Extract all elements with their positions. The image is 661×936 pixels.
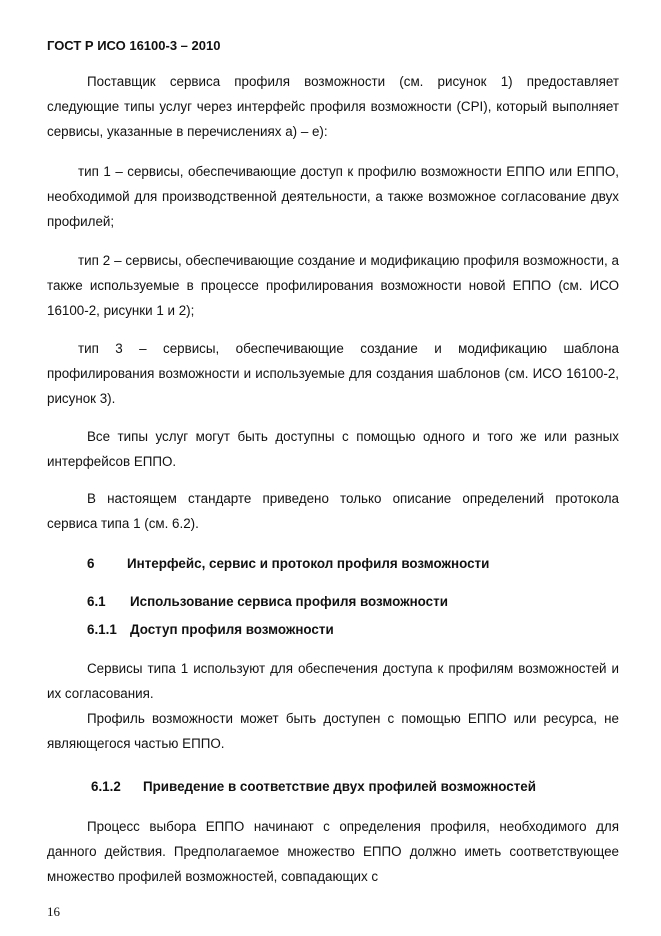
paragraph-type-1-text: тип 1 – сервисы, обеспечивающие доступ к профилю возможности ЕППО или ЕППО, необходимой для производственной деятельности, а также возможное согласование двух профилей;: [47, 164, 619, 229]
paragraph-type-1-usage: [47, 656, 619, 706]
paragraph-type-2-text: тип 2 – сервисы, обеспечивающие создание и модификацию профиля возможности, а также используемые в процессе профилирования возможности новой ЕППО (см. ИСО 16100-2, рисунки 1 и 2);: [47, 253, 619, 318]
section-title: Интерфейс, сервис и протокол профиля возможности: [127, 556, 490, 571]
paragraph-type-1: [47, 159, 619, 234]
paragraph-all-types-text: Все типы услуг могут быть доступны с помощью одного и того же или разных интерфейсов ЕППО.: [47, 429, 619, 469]
paragraph-intro-text: Поставщик сервиса профиля возможности (см. рисунок 1) предоставляет следующие типы услуг через интерфейс профиля возможности (CPI), который выполняет сервисы, указанные в перечислениях а) – е):: [47, 74, 619, 139]
paragraph-scope-text: В настоящем стандарте приведено только описание определений протокола сервиса типа 1 (см. 6.2).: [47, 491, 619, 531]
section-number: 6.1: [87, 594, 106, 609]
paragraph-type-3-text: тип 3 – сервисы, обеспечивающие создание и модификацию шаблона профилирования возможности и используемые для создания шаблонов (см. ИСО 16100-2, рисунок 3).: [47, 341, 619, 406]
paragraph-type-1-usage-text: Сервисы типа 1 используют для обеспечения доступа к профилям возможностей и их согласования.: [47, 661, 619, 701]
document-header: ГОСТ Р ИСО 16100-3 – 2010: [47, 38, 221, 53]
section-title: Приведение в соответствие двух профилей возможностей: [143, 779, 536, 794]
section-title: Доступ профиля возможности: [130, 622, 334, 637]
paragraph-type-3: [47, 336, 619, 411]
paragraph-type-2: [47, 248, 619, 323]
section-heading-6: [87, 556, 489, 571]
section-heading-6-1-2: [91, 779, 536, 794]
section-title: Использование сервиса профиля возможности: [130, 594, 448, 609]
section-number: 6.1.1: [87, 622, 117, 637]
paragraph-selection-process-text: Процесс выбора ЕППО начинают с определения профиля, необходимого для данного действия. Предполагаемое множество ЕППО должно иметь соответствующее множество профилей возможностей, совпадающих с: [47, 819, 619, 884]
paragraph-scope: [47, 486, 619, 536]
section-heading-6-1-1: [87, 622, 334, 637]
paragraph-all-types: [47, 424, 619, 474]
section-number: 6.1.2: [91, 779, 121, 794]
paragraph-profile-access: [47, 706, 619, 756]
paragraph-profile-access-text: Профиль возможности может быть доступен с помощью ЕППО или ресурса, не являющегося частью ЕППО.: [47, 711, 619, 751]
section-heading-6-1: [87, 594, 448, 609]
page-number: 16: [47, 904, 60, 919]
paragraph-selection-process: [47, 814, 619, 889]
paragraph-intro: [47, 69, 619, 144]
section-number: 6: [87, 556, 95, 571]
